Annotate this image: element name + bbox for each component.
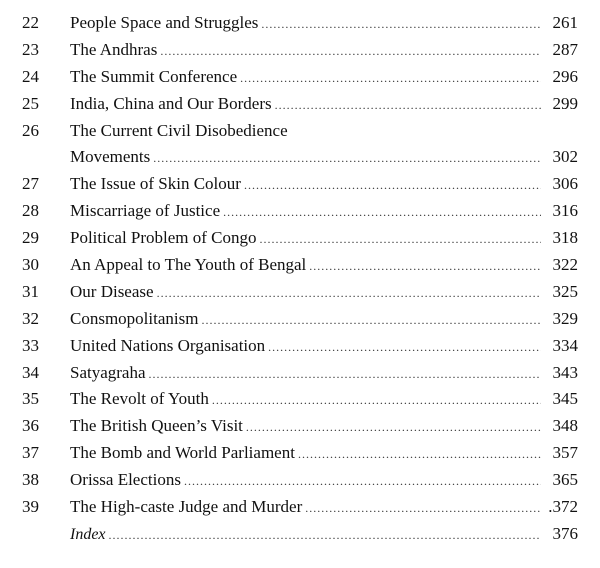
toc-entry-index — [22, 521, 578, 548]
toc-entry-26-continued — [22, 144, 578, 171]
chapter-title: The Issue of Skin Colour — [70, 174, 241, 194]
toc-entry-27 — [22, 171, 578, 198]
dot-leader — [261, 11, 541, 38]
dot-leader — [184, 468, 541, 495]
dot-leader — [246, 414, 541, 441]
page-number: 329 — [552, 308, 578, 328]
chapter-number: 34 — [22, 362, 39, 382]
chapter-number: 27 — [22, 174, 39, 194]
chapter-title: The Summit Conference — [70, 66, 238, 86]
chapter-title: The Revolt of Youth — [70, 389, 209, 409]
dot-leader — [149, 361, 541, 388]
dot-leader — [309, 253, 541, 280]
dot-leader — [260, 226, 541, 253]
chapter-title: The High-caste Judge and Murder — [70, 497, 303, 517]
chapter-title: The Bomb and World Parliament — [70, 443, 295, 463]
chapter-title: The British Queen’s Visit — [70, 416, 243, 436]
chapter-number: 22 — [22, 13, 39, 32]
dot-leader — [109, 522, 541, 549]
chapter-number: 31 — [22, 281, 39, 301]
toc-entry-29 — [22, 225, 578, 252]
page-number: 316 — [552, 201, 578, 221]
page-number: 322 — [552, 255, 578, 275]
chapter-title: United Nations Organisation — [70, 335, 266, 355]
toc-entry-25 — [22, 91, 578, 118]
toc-entry-32 — [22, 306, 578, 333]
toc-entry-28 — [22, 198, 578, 225]
toc-entry-38 — [22, 467, 578, 494]
dot-leader — [244, 172, 541, 199]
chapter-number: 33 — [22, 335, 39, 355]
chapter-number: 23 — [22, 39, 39, 59]
page-number: 357 — [552, 443, 578, 463]
page-number: 365 — [552, 470, 578, 490]
page-number: 302 — [552, 147, 578, 167]
page-number: .372 — [548, 497, 578, 517]
dot-leader — [305, 495, 541, 522]
chapter-number: 37 — [22, 443, 39, 463]
page-number: 348 — [552, 416, 578, 436]
toc-entry-24 — [22, 64, 578, 91]
page-number: 287 — [552, 39, 578, 59]
page-number: 318 — [552, 228, 578, 248]
page-number: 299 — [552, 93, 578, 113]
chapter-number: 39 — [22, 497, 39, 517]
chapter-number: 28 — [22, 201, 39, 221]
chapter-title: Our Disease — [70, 281, 154, 301]
toc-entry-36 — [22, 413, 578, 440]
toc-entry-34 — [22, 360, 578, 387]
dot-leader — [201, 307, 541, 334]
chapter-number: 30 — [22, 255, 39, 275]
dot-leader — [212, 387, 541, 414]
dot-leader — [240, 65, 541, 92]
chapter-number: 36 — [22, 416, 39, 436]
toc-entry-39 — [22, 494, 578, 521]
chapter-title: Miscarriage of Justice — [70, 201, 221, 221]
chapter-number: 29 — [22, 228, 39, 248]
toc-entry-33 — [22, 333, 578, 360]
page-number: 343 — [552, 362, 578, 382]
table-of-contents — [22, 10, 578, 548]
dot-leader — [268, 334, 541, 361]
page-number: 334 — [552, 335, 578, 355]
chapter-number: 32 — [22, 308, 39, 328]
page-number: 261 — [552, 13, 578, 32]
toc-entry-31 — [22, 279, 578, 306]
chapter-title: India, China and Our Borders — [70, 93, 272, 113]
dot-leader — [298, 441, 541, 468]
chapter-title: Satyagraha — [70, 362, 146, 382]
dot-leader — [157, 280, 541, 307]
page-number: 345 — [552, 389, 578, 409]
dot-leader — [160, 38, 541, 65]
toc-entry-26 — [22, 118, 578, 145]
dot-leader — [223, 199, 541, 226]
chapter-title: People Space and Struggles — [70, 13, 259, 32]
chapter-title: The Andhras — [70, 39, 158, 59]
chapter-title: Consmopolitanism — [70, 308, 199, 328]
dot-leader — [275, 92, 541, 119]
toc-entry-22 — [22, 10, 578, 37]
toc-entry-23 — [22, 37, 578, 64]
dot-leader — [153, 145, 541, 172]
chapter-title: An Appeal to The Youth of Bengal — [70, 255, 307, 275]
chapter-title: Political Problem of Congo — [70, 228, 257, 248]
toc-entry-37 — [22, 440, 578, 467]
chapter-number: 24 — [22, 66, 39, 86]
page-number: 296 — [552, 66, 578, 86]
page-number: 325 — [552, 281, 578, 301]
chapter-number: 25 — [22, 93, 39, 113]
chapter-number: 38 — [22, 470, 39, 490]
chapter-title: The Current Civil Disobedience — [70, 120, 288, 140]
toc-entry-30 — [22, 252, 578, 279]
page-number: 306 — [552, 174, 578, 194]
chapter-number: 26 — [22, 120, 39, 140]
toc-entry-35 — [22, 386, 578, 413]
page-number: 376 — [552, 523, 578, 543]
chapter-title: Orissa Elections — [70, 470, 181, 490]
chapter-title-continued: Movements — [70, 147, 151, 167]
chapter-number: 35 — [22, 389, 39, 409]
index-title: Index — [70, 525, 106, 543]
